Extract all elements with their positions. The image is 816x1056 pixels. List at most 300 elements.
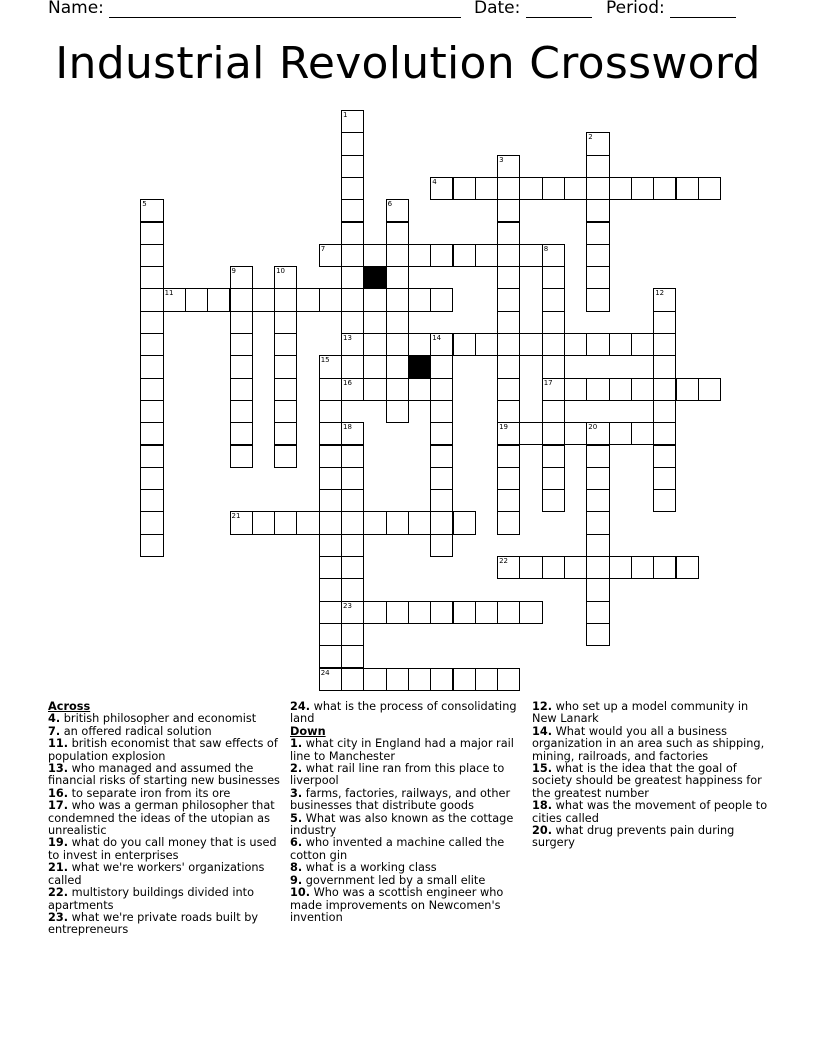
grid-cell[interactable]	[542, 177, 565, 200]
grid-cell[interactable]	[653, 489, 676, 512]
grid-cell[interactable]	[564, 333, 587, 356]
clue	[290, 763, 524, 788]
grid-cell[interactable]	[319, 623, 342, 646]
grid-cell[interactable]	[386, 601, 409, 624]
grid-cell[interactable]	[676, 556, 699, 579]
grid-cell[interactable]	[296, 288, 319, 311]
clue-number-label: 23	[343, 601, 352, 610]
grid-cell[interactable]	[363, 601, 386, 624]
clue-text: british philosopher and economist	[60, 712, 257, 726]
clues-column-1	[48, 701, 282, 937]
grid-cell[interactable]	[586, 222, 609, 245]
grid-cell[interactable]	[274, 422, 297, 445]
clue-text: what drug prevents pain during surgery	[532, 824, 735, 850]
clue-number-label: 18	[343, 423, 352, 432]
grid-cell[interactable]	[564, 378, 587, 401]
grid-cell[interactable]	[341, 578, 364, 601]
clue	[48, 887, 282, 912]
grid-cell[interactable]	[586, 556, 609, 579]
grid-cell[interactable]	[274, 378, 297, 401]
grid-cell[interactable]	[386, 400, 409, 423]
grid-cell[interactable]	[430, 467, 453, 490]
clue-number-label: 4	[432, 177, 437, 186]
grid-cell[interactable]	[653, 311, 676, 334]
grid-cell[interactable]	[497, 199, 520, 222]
grid-cell[interactable]	[363, 511, 386, 534]
grid-cell[interactable]	[140, 288, 163, 311]
grid-cell[interactable]	[341, 177, 364, 200]
clue-number: 23.	[48, 910, 69, 924]
grid-cell[interactable]	[341, 445, 364, 468]
grid-cell[interactable]	[140, 378, 163, 401]
clue-text: What was also known as the cottage industry	[290, 811, 514, 838]
grid-cell[interactable]	[430, 601, 453, 624]
grid-cell[interactable]	[453, 333, 476, 356]
clue	[48, 763, 282, 788]
grid-cell[interactable]	[296, 511, 319, 534]
clue-number: 14.	[532, 724, 553, 738]
grid-cell[interactable]	[341, 222, 364, 245]
grid-cell[interactable]	[230, 355, 253, 378]
clue	[290, 701, 524, 726]
clue-number-label: 12	[655, 289, 665, 298]
clues-column-3	[532, 701, 768, 850]
grid-cell[interactable]	[341, 645, 364, 668]
grid-cell[interactable]	[140, 333, 163, 356]
grid-cell[interactable]	[586, 199, 609, 222]
grid-cell[interactable]	[319, 645, 342, 668]
grid-cell[interactable]	[542, 422, 565, 445]
grid-cell[interactable]	[430, 511, 453, 534]
grid-cell[interactable]	[274, 311, 297, 334]
grid-cell[interactable]	[140, 244, 163, 267]
grid-cell[interactable]	[230, 288, 253, 311]
clue-number-label: 15	[320, 356, 330, 365]
clue	[290, 837, 524, 862]
grid-cell[interactable]	[319, 422, 342, 445]
grid-cell[interactable]	[341, 467, 364, 490]
grid-cell[interactable]	[363, 244, 386, 267]
grid-cell[interactable]	[586, 155, 609, 178]
clue	[532, 825, 768, 850]
grid-cell[interactable]	[230, 400, 253, 423]
clue-text: what was the movement of people to cities called	[532, 799, 768, 825]
clue-number: 19.	[48, 836, 69, 850]
grid-cell[interactable]	[140, 222, 163, 245]
clue-text: what is a working class	[302, 861, 437, 875]
grid-cell[interactable]	[341, 288, 364, 311]
grid-cell[interactable]	[497, 288, 520, 311]
grid-cell[interactable]	[386, 668, 409, 691]
grid-cell[interactable]	[453, 244, 476, 267]
clue-number-label: 24	[320, 668, 330, 677]
grid-cell[interactable]	[653, 445, 676, 468]
grid-cell[interactable]	[586, 288, 609, 311]
clue-number: 21.	[48, 861, 69, 875]
grid-cell[interactable]	[230, 333, 253, 356]
clue-text: what is the process of consolidating land	[290, 700, 517, 726]
down-heading: Down	[290, 724, 326, 738]
clue	[48, 800, 282, 837]
grid-cell[interactable]	[274, 288, 297, 311]
grid-cell[interactable]	[519, 244, 542, 267]
grid-cell[interactable]	[341, 556, 364, 579]
grid-cell[interactable]	[497, 489, 520, 512]
grid-cell[interactable]	[653, 556, 676, 579]
grid-cell[interactable]	[497, 467, 520, 490]
clue	[48, 837, 282, 862]
clue-number-label: 19	[499, 423, 509, 432]
clue-number-label: 14	[432, 334, 442, 342]
grid-cell[interactable]	[475, 177, 498, 200]
grid-cell[interactable]	[274, 445, 297, 468]
name-label: Name:	[48, 0, 104, 18]
grid-cell[interactable]	[497, 244, 520, 267]
grid-cell[interactable]	[274, 511, 297, 534]
clue-number-label: 5	[142, 200, 147, 209]
clue-text: what do you call money that is used to invest in enterprises	[48, 836, 277, 862]
clue-text: to separate iron from its ore	[68, 786, 231, 800]
grid-cell[interactable]	[140, 422, 163, 445]
grid-cell[interactable]	[497, 177, 520, 200]
grid-cell[interactable]	[475, 244, 498, 267]
grid-cell[interactable]	[319, 534, 342, 557]
clue-number-label: 20	[588, 423, 598, 432]
grid-cell[interactable]	[341, 355, 364, 378]
grid-cell[interactable]	[519, 601, 542, 624]
grid-cell[interactable]	[542, 288, 565, 311]
clue	[290, 738, 524, 763]
clue-text: who managed and assumed the financial risks of starting new businesses	[48, 762, 280, 788]
grid-cell[interactable]	[230, 311, 253, 334]
grid-cell[interactable]	[542, 266, 565, 289]
grid-cell[interactable]	[319, 288, 342, 311]
grid-cell[interactable]	[319, 601, 342, 624]
grid-cell[interactable]	[698, 177, 721, 200]
grid-cell[interactable]	[631, 177, 654, 200]
grid-cell[interactable]	[497, 601, 520, 624]
grid-cell[interactable]	[140, 266, 163, 289]
grid-cell[interactable]	[341, 668, 364, 691]
clue-text: farms, factories, railways, and other businesses that distribute goods	[290, 786, 511, 813]
grid-cell[interactable]	[564, 177, 587, 200]
grid-cell[interactable]	[386, 311, 409, 334]
grid-cell[interactable]	[497, 400, 520, 423]
grid-cell[interactable]	[586, 266, 609, 289]
clue	[290, 813, 524, 838]
grid-cell[interactable]	[653, 422, 676, 445]
clue-text: who set up a model community in New Lanark	[532, 700, 749, 726]
grid-cell[interactable]	[341, 199, 364, 222]
grid-cell[interactable]	[586, 534, 609, 557]
clue	[532, 800, 768, 825]
grid-cell[interactable]	[274, 400, 297, 423]
grid-cell[interactable]	[386, 355, 409, 378]
grid-cell[interactable]	[698, 378, 721, 401]
clue-number: 16.	[48, 786, 69, 800]
grid-cell[interactable]	[140, 445, 163, 468]
grid-cell[interactable]	[564, 556, 587, 579]
clue-number: 18.	[532, 799, 553, 813]
grid-cell[interactable]	[542, 311, 565, 334]
grid-cell[interactable]	[586, 445, 609, 468]
grid-cell[interactable]	[430, 244, 453, 267]
grid-cell[interactable]	[341, 511, 364, 534]
grid-cell[interactable]	[609, 177, 632, 200]
grid-cell[interactable]	[653, 333, 676, 356]
grid-cell[interactable]	[542, 467, 565, 490]
grid-cell[interactable]	[319, 556, 342, 579]
clue-number: 22.	[48, 886, 69, 900]
grid-cell[interactable]	[609, 378, 632, 401]
grid-cell[interactable]	[653, 355, 676, 378]
grid-cell[interactable]	[363, 378, 386, 401]
clue-text: Who was a scottish engineer who made improvements on Newcomen's invention	[290, 886, 504, 924]
clue-number: 13.	[48, 762, 69, 776]
across-clue-list	[48, 713, 282, 936]
clue-number-label: 9	[231, 267, 236, 276]
grid-cell[interactable]	[341, 244, 364, 267]
clue-text: government led by a small elite	[302, 873, 486, 887]
clues-column-2	[290, 701, 524, 924]
grid-cell[interactable]	[609, 422, 632, 445]
grid-cell[interactable]	[542, 400, 565, 423]
grid-cell[interactable]	[497, 311, 520, 334]
clue	[532, 726, 768, 763]
grid-cell[interactable]	[586, 333, 609, 356]
clue-number: 24.	[290, 700, 311, 713]
grid-cell[interactable]	[653, 378, 676, 401]
grid-cell[interactable]	[363, 288, 386, 311]
grid-cell[interactable]	[252, 288, 275, 311]
grid-cell[interactable]	[586, 511, 609, 534]
clue-number: 7.	[48, 724, 61, 738]
down-clue-list	[290, 738, 524, 924]
grid-cell[interactable]	[542, 556, 565, 579]
grid-cell[interactable]	[430, 288, 453, 311]
grid-cell[interactable]	[497, 378, 520, 401]
clue-number: 11.	[48, 737, 69, 751]
clue	[48, 862, 282, 887]
grid-cell[interactable]	[140, 489, 163, 512]
grid-cell[interactable]	[408, 244, 431, 267]
clue-number: 10.	[290, 886, 311, 900]
period-label: Period:	[606, 0, 665, 18]
clue-number: 15.	[532, 762, 553, 776]
clue-number: 12.	[532, 700, 553, 713]
grid-cell[interactable]	[586, 623, 609, 646]
clue-number: 6.	[290, 836, 303, 850]
grid-cell[interactable]	[230, 445, 253, 468]
grid-cell[interactable]	[341, 623, 364, 646]
grid-cell[interactable]	[586, 489, 609, 512]
grid-cell[interactable]	[319, 378, 342, 401]
grid-cell[interactable]	[564, 422, 587, 445]
grid-cell[interactable]	[497, 445, 520, 468]
grid-cell[interactable]	[542, 355, 565, 378]
grid-cell[interactable]	[341, 489, 364, 512]
grid-cell[interactable]	[408, 288, 431, 311]
clue-number-label: 1	[343, 111, 348, 119]
grid-cell[interactable]	[207, 288, 230, 311]
grid-black-cell	[408, 355, 431, 378]
grid-cell[interactable]	[341, 132, 364, 155]
grid-cell[interactable]	[252, 511, 275, 534]
grid-cell[interactable]	[408, 378, 431, 401]
grid-cell[interactable]	[430, 400, 453, 423]
grid-cell[interactable]	[363, 668, 386, 691]
grid-cell[interactable]	[542, 333, 565, 356]
grid-cell[interactable]	[140, 400, 163, 423]
grid-cell[interactable]	[631, 378, 654, 401]
grid-cell[interactable]	[363, 333, 386, 356]
grid-cell[interactable]	[586, 601, 609, 624]
clue-text: an offered radical solution	[60, 724, 212, 738]
clue	[48, 738, 282, 763]
clue-number-label: 10	[276, 267, 286, 276]
grid-cell[interactable]	[475, 601, 498, 624]
grid-cell[interactable]	[519, 177, 542, 200]
clue	[290, 887, 524, 924]
grid-cell[interactable]	[408, 511, 431, 534]
grid-cell[interactable]	[319, 511, 342, 534]
grid-cell[interactable]	[586, 177, 609, 200]
grid-cell[interactable]	[319, 467, 342, 490]
grid-cell[interactable]	[586, 244, 609, 267]
down-clue-list-continued	[532, 701, 768, 850]
grid-cell[interactable]	[497, 668, 520, 691]
grid-black-cell	[363, 266, 386, 289]
clue	[532, 763, 768, 800]
grid-cell[interactable]	[386, 511, 409, 534]
grid-cell[interactable]	[140, 467, 163, 490]
clue-number-label: 22	[499, 557, 509, 565]
grid-cell[interactable]	[609, 333, 632, 356]
grid-cell[interactable]	[542, 489, 565, 512]
grid-cell[interactable]	[319, 489, 342, 512]
grid-cell[interactable]	[185, 288, 208, 311]
grid-cell[interactable]	[430, 422, 453, 445]
grid-cell[interactable]	[586, 378, 609, 401]
grid-cell[interactable]	[497, 222, 520, 245]
grid-cell[interactable]	[653, 467, 676, 490]
clue-number-label: 13	[343, 334, 352, 342]
grid-cell[interactable]	[430, 355, 453, 378]
grid-cell[interactable]	[341, 155, 364, 178]
grid-cell[interactable]	[430, 445, 453, 468]
grid-cell[interactable]	[386, 266, 409, 289]
grid-cell[interactable]	[274, 355, 297, 378]
grid-cell[interactable]	[497, 266, 520, 289]
grid-cell[interactable]	[430, 489, 453, 512]
clue-number-label: 2	[588, 133, 593, 142]
grid-cell[interactable]	[453, 668, 476, 691]
date-label: Date:	[474, 0, 521, 18]
clue-number-label: 11	[164, 289, 174, 298]
grid-cell[interactable]	[497, 333, 520, 356]
grid-cell[interactable]	[542, 445, 565, 468]
grid-cell[interactable]	[586, 578, 609, 601]
clue-number: 8.	[290, 861, 303, 875]
grid-cell[interactable]	[140, 534, 163, 557]
grid-cell[interactable]	[386, 288, 409, 311]
grid-cell[interactable]	[386, 244, 409, 267]
grid-cell[interactable]	[653, 400, 676, 423]
across-heading: Across	[48, 700, 91, 713]
grid-cell[interactable]	[140, 355, 163, 378]
clue-text: who invented a machine called the cotton gin	[290, 836, 505, 862]
grid-cell[interactable]	[475, 333, 498, 356]
clue-text: What would you all a business organization in an area such as shipping, mining, railroads, and factories	[532, 724, 765, 763]
clue-number-label: 21	[231, 512, 241, 521]
grid-cell[interactable]	[341, 311, 364, 334]
grid-cell[interactable]	[386, 333, 409, 356]
grid-cell[interactable]	[430, 668, 453, 691]
grid-cell[interactable]	[430, 534, 453, 557]
grid-cell[interactable]	[341, 266, 364, 289]
grid-cell[interactable]	[408, 668, 431, 691]
grid-cell[interactable]	[140, 311, 163, 334]
grid-cell[interactable]	[386, 378, 409, 401]
grid-cell[interactable]	[453, 601, 476, 624]
grid-cell[interactable]	[453, 511, 476, 534]
grid-cell[interactable]	[430, 378, 453, 401]
clue-text: what rail line ran from this place to liverpool	[290, 762, 505, 788]
clue	[48, 912, 282, 937]
clue-text: what we're workers' organizations called	[48, 861, 265, 887]
clue-text: who was a german philosopher that condemned the ideas of the utopian as unrealistic	[48, 799, 275, 838]
clue-text: multistory buildings divided into apartments	[48, 886, 255, 912]
grid-cell[interactable]	[408, 333, 431, 356]
grid-cell[interactable]	[631, 422, 654, 445]
grid-cell[interactable]	[676, 177, 699, 200]
clue-number: 17.	[48, 799, 69, 813]
grid-cell[interactable]	[230, 422, 253, 445]
grid-cell[interactable]	[408, 601, 431, 624]
grid-cell[interactable]	[230, 378, 253, 401]
grid-cell[interactable]	[519, 556, 542, 579]
grid-cell[interactable]	[676, 378, 699, 401]
grid-cell[interactable]	[519, 333, 542, 356]
grid-cell[interactable]	[341, 534, 364, 557]
grid-cell[interactable]	[631, 333, 654, 356]
grid-cell[interactable]	[497, 511, 520, 534]
grid-cell[interactable]	[519, 422, 542, 445]
grid-cell[interactable]	[319, 400, 342, 423]
clue-number: 9.	[290, 873, 303, 887]
clue-number: 1.	[290, 737, 303, 751]
clue-text: what we're private roads built by entrepreneurs	[48, 910, 259, 937]
clue-number-label: 16	[343, 378, 352, 387]
grid-cell[interactable]	[140, 511, 163, 534]
grid-cell[interactable]	[319, 445, 342, 468]
clue-number-label: 17	[543, 378, 553, 387]
clue-number: 4.	[48, 712, 61, 726]
grid-cell[interactable]	[386, 222, 409, 245]
grid-cell[interactable]	[274, 333, 297, 356]
grid-cell[interactable]	[631, 556, 654, 579]
grid-cell[interactable]	[586, 467, 609, 490]
clue-text: what city in England had a major rail line to Manchester	[290, 737, 514, 763]
clue-number: 5.	[290, 811, 303, 825]
grid-cell[interactable]	[319, 578, 342, 601]
clue-number: 2.	[290, 762, 303, 776]
grid-cell[interactable]	[653, 177, 676, 200]
grid-cell[interactable]	[453, 177, 476, 200]
grid-cell[interactable]	[475, 668, 498, 691]
grid-cell[interactable]	[497, 355, 520, 378]
grid-cell[interactable]	[609, 556, 632, 579]
